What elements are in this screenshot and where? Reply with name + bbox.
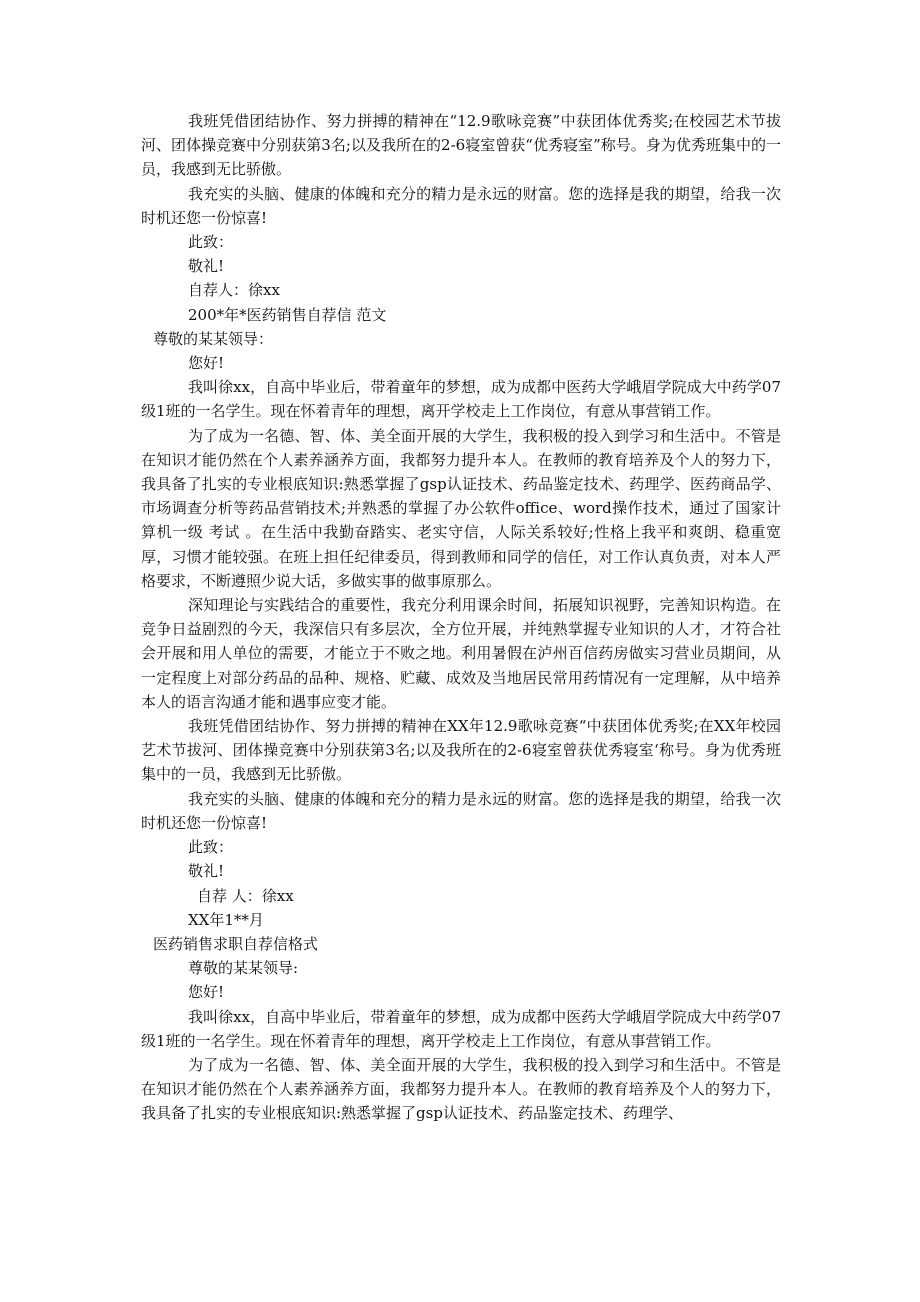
greeting-addressee: 尊敬的某某领导： <box>153 329 274 348</box>
paragraph-class-honors-2: 我班凭借团结协作、努力拼搏的精神在XX年12.9歌咏竞赛“中获团体优秀奖;在XX年校园艺术节拔河、团体操竞赛中分别获第3名;以及我所在的2-6寝室曾获优秀寝室‘称号。身为优秀班集中的一员，我感到无比骄傲。 <box>141 717 781 784</box>
paragraph-skills-2: 为了成为一名德、智、体、美全面开展的大学生，我积极的投入到学习和生活中。不管是在知识才能仍然在个人素养涵养方面，我都努力提升本人。在教师的教育培养及个人的努力下，我具备了扎实的专业根底知识:熟悉掌握了gsp认证技术、药品鉴定技术、药理学、 <box>141 1055 781 1123</box>
greeting-hello: 您好! <box>188 354 225 373</box>
paragraph-intro: 我叫徐xx，自高中毕业后，带着童年的梦想，成为成都中医药大学峨眉学院成大中药学07级1班的一名学生。现在怀着青年的理想，离开学校走上工作岗位，有意从事营销工作。 <box>141 378 781 421</box>
document-body <box>141 109 781 1126</box>
paragraph-class-honors: 我班凭借团结协作、努力拼搏的精神在“12.9歌咏竞赛”中获团体优秀奖;在校园艺术节拔河、团体操竞赛中分别获第3名;以及我所在的2-6寝室曾获“优秀寝室”称号。身为优秀班集中的一员，我感到无比骄傲。 <box>141 112 781 179</box>
paragraph-intro-2: 我叫徐xx，自高中毕业后，带着童年的梦想，成为成都中医药大学峨眉学院成大中药学07级1班的一名学生。现在怀着青年的理想，离开学校走上工作岗位，有意从事营销工作。 <box>141 1007 781 1050</box>
paragraph-skills: 为了成为一名德、智、体、美全面开展的大学生，我积极的投入到学习和生活中。不管是在知识才能仍然在个人素养涵养方面，我都努力提升本人。在教师的教育培养及个人的努力下，我具备了扎实的专业根底知识:熟悉掌握了gsp认证技术、药品鉴定技术、药理学、医药商品学、市场调查分析等药品营销技术;并熟悉的掌握了办公软件office、word操作技术，通过了国家计算机一级 考试 。在生活中我勤奋踏实、老实守信，人际关系较好;性格上我平和爽朗、稳重宽厚，习惯才能较强。在班上担任纪律委员，得到教师和同学的信任，对工作认真负责，对本人严格要求，不断遵照少说大话，多做实事的做事原那么。 <box>141 426 781 590</box>
paragraph-closing-wish: 我充实的头脑、健康的体魄和充分的精力是永远的财富。您的选择是我的期望，给我一次时机还您一份惊喜! <box>141 184 781 227</box>
section-heading-2: 医药销售求职自荐信格式 <box>153 934 319 953</box>
paragraph-practice: 深知理论与实践结合的重要性，我充分利用课余时间，拓展知识视野，完善知识构造。在竞争日益剧烈的今天，我深信只有多层次，全方位开展，并纯熟掌握专业知识的人才，才符合社会开展和用人单位的需要，才能立于不败之地。利用暑假在泸州百信药房做实习营业员期间，从一定程度上对部分药品的品种、规格、贮藏、成效及当地居民常用药情况有一定理解，从中培养本人的语言沟通才能和遇事应变才能。 <box>141 596 781 711</box>
signature-2: 自荐 人：徐xx <box>197 886 294 905</box>
section-heading: 200*年*医药销售自荐信 范文 <box>188 305 387 324</box>
paragraph-closing-wish-2: 我充实的头脑、健康的体魄和充分的精力是永远的财富。您的选择是我的期望，给我一次时机还您一份惊喜! <box>141 789 781 832</box>
signature: 自荐人：徐xx <box>188 281 280 300</box>
greeting-addressee-2: 尊敬的某某领导: <box>188 959 299 978</box>
date-line: XX年1**月 <box>188 910 264 929</box>
salutation-jingli-2: 敬礼! <box>188 862 225 881</box>
salutation-cizhi-2: 此致： <box>188 838 234 857</box>
greeting-hello-2: 您好! <box>188 983 225 1002</box>
salutation-jingli: 敬礼! <box>188 257 225 276</box>
salutation-cizhi: 此致： <box>188 233 234 252</box>
